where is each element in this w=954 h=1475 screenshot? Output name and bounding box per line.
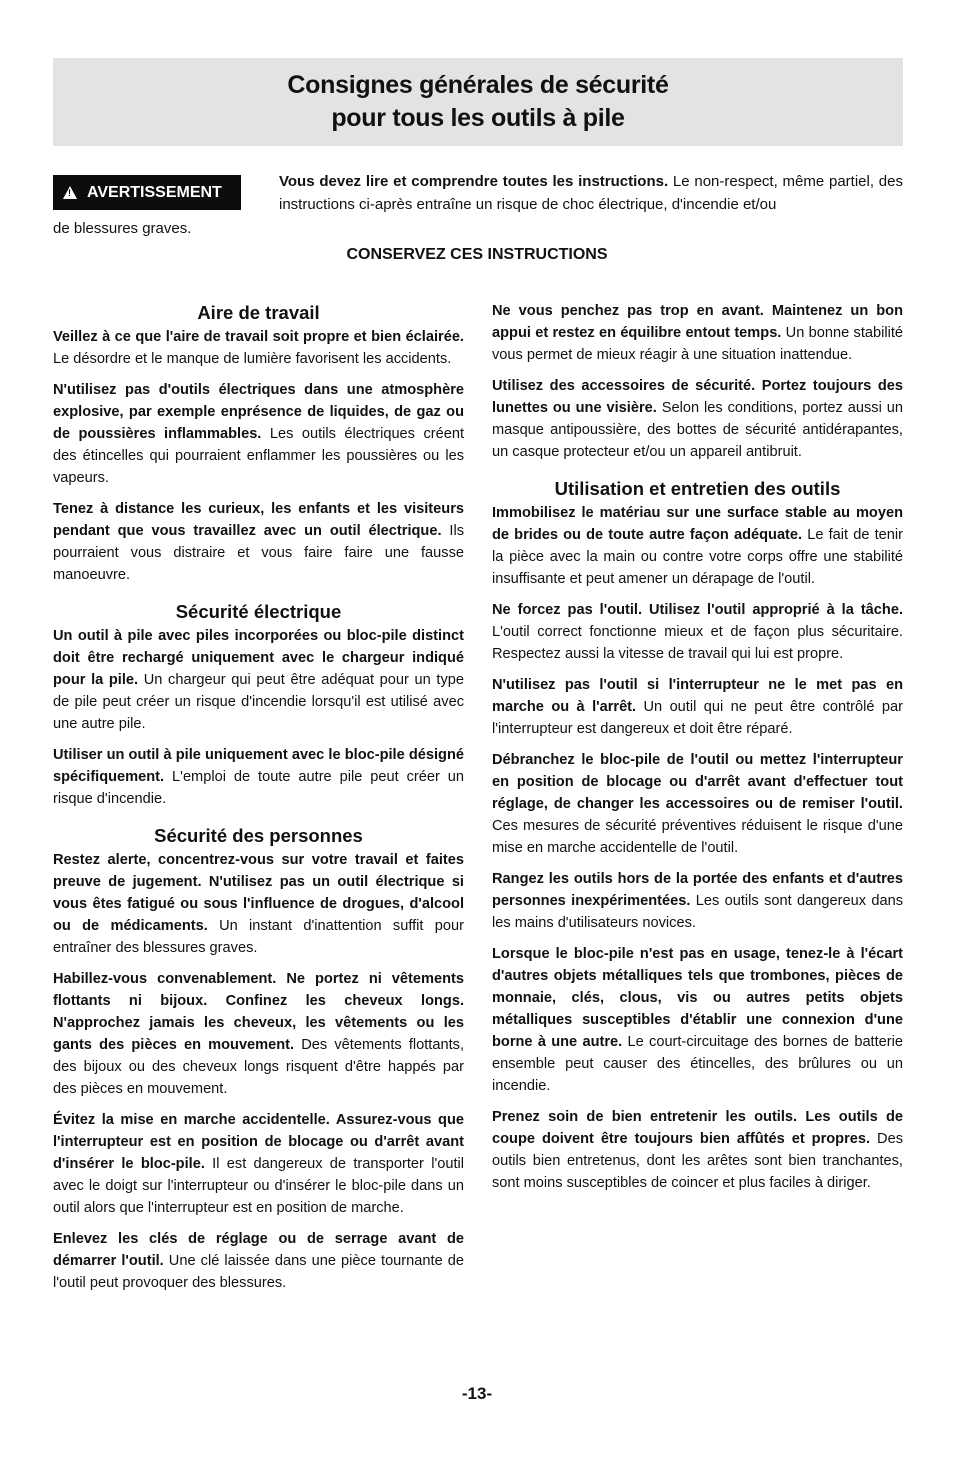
warning-text	[279, 171, 903, 216]
instruction-paragraph	[492, 868, 903, 934]
instruction-bold: Lorsque le bloc-pile n'est pas en usage, tenez-le à l'écart d'autres objets métalliques tels que trombones, pièces de monnaie, clés, clous, vis ou autres petits objets métalliques susceptibles d'établir une connexion d'une borne à une autre.	[492, 946, 903, 1050]
instruction-text: Des outils bien entretenus, dont les arêtes sont bien tranchantes, sont moins susceptibles de coincer et plus faciles à diriger.	[492, 1131, 903, 1191]
instruction-text: L'emploi de toute autre pile peut créer un risque d'incendie.	[53, 769, 464, 807]
warning-bold: Vous devez lire et comprendre toutes les instructions.	[279, 173, 669, 190]
instruction-bold: Ne vous penchez pas trop en avant. Maintenez un bon appui et restez en équilibre entout temps.	[492, 303, 903, 341]
left-column	[53, 300, 464, 1303]
instruction-bold: Enlevez les clés de réglage ou de serrage avant de démarrer l'outil.	[53, 1231, 464, 1269]
instruction-text: Un chargeur qui peut être adéquat pour un type de pile peut créer un risque d'incendie lorsqu'il est utilisé avec une autre pile.	[53, 672, 464, 732]
instruction-bold: Utiliser un outil à pile uniquement avec le bloc-pile désigné spécifiquement.	[53, 747, 464, 785]
title-line-1: Consignes générales de sécurité	[287, 71, 669, 99]
section-heading: Aire de travail	[197, 302, 320, 323]
instruction-bold: Prenez soin de bien entretenir les outils. Les outils de coupe doivent être toujours bien affûtés et propres.	[492, 1109, 903, 1147]
instruction-paragraph	[492, 375, 903, 463]
section-heading: Sécurité électrique	[175, 601, 342, 622]
instruction-bold: N'utilisez pas d'outils électriques dans une atmosphère explosive, par exemple enprésence de liquides, de gaz ou de poussières inflammables.	[53, 382, 464, 442]
conservez-heading: CONSERVEZ CES INSTRUCTIONS	[346, 246, 608, 263]
instruction-text: Ils pourraient vous distraire et vous faire faire une fausse manoeuvre.	[53, 523, 464, 583]
instruction-text: Un instant d'inattention suffit pour entraîner des blessures graves.	[53, 918, 464, 956]
instruction-bold: Restez alerte, concentrez-vous sur votre travail et faites preuve de jugement. N'utilisez pas un outil électrique si vous êtes fatigué ou sous l'influence de drogues, d'alcool ou de médicaments.	[53, 852, 464, 934]
instruction-bold: Un outil à pile avec piles incorporées ou bloc-pile distinct doit être rechargé uniquement avec le chargeur indiqué pour la pile.	[53, 628, 464, 688]
instruction-paragraph	[492, 1106, 903, 1194]
instruction-text: Selon les conditions, portez aussi un masque antipoussière, des bottes de sécurité antidérapantes, un casque protecteur et/ou un appareil antibruit.	[492, 400, 903, 460]
instruction-text: Le court-circuitage des bornes de batterie ensemble peut causer des étincelles, des brûlures ou un incendie.	[492, 1034, 903, 1094]
instruction-text: Le fait de tenir la pièce avec la main ou contre votre corps offre une stabilité insuffisante et peut amener un dérapage de l'outil.	[492, 527, 903, 587]
instruction-bold: Rangez les outils hors de la portée des enfants et d'autres personnes inexpérimentées.	[492, 871, 903, 909]
instruction-paragraph	[53, 968, 464, 1100]
instruction-text: Les outils électriques créent des étincelles qui pourraient enflammer les poussières ou les vapeurs.	[53, 426, 465, 486]
warning-continuation: de blessures graves.	[53, 220, 192, 237]
page-number: -13-	[461, 1384, 493, 1403]
title-line-2: pour tous les outils à pile	[331, 104, 625, 132]
instruction-bold: Immobilisez le matériau sur une surface stable au moyen de brides ou de toute autre façon adéquate.	[492, 505, 903, 543]
instruction-bold: Débranchez le bloc-pile de l'outil ou mettez l'interrupteur en position de blocage ou d'arrêt avant d'effectuer tout réglage, de changer les accessoires ou de remiser l'outil.	[492, 752, 903, 812]
instruction-paragraph	[53, 1109, 464, 1219]
instruction-paragraph	[53, 744, 464, 810]
warning-badge	[53, 175, 241, 210]
instruction-paragraph	[53, 849, 464, 959]
instruction-text: Les outils sont dangereux dans les mains d'utilisateurs novices.	[492, 893, 903, 931]
instruction-paragraph	[53, 326, 464, 370]
instruction-paragraph	[492, 300, 903, 366]
warning-triangle-icon	[63, 186, 77, 199]
warning-normal: Le non-respect, même partiel, des instructions ci-après entraîne un risque de choc électrique, d'incendie et/ou	[279, 173, 903, 213]
instruction-paragraph	[492, 943, 903, 1097]
section-heading: Sécurité des personnes	[154, 825, 363, 846]
instruction-bold: Utilisez des accessoires de sécurité. Portez toujours des lunettes ou une visière.	[492, 378, 903, 416]
instruction-bold: N'utilisez pas l'outil si l'interrupteur ne le met pas en marche ou à l'arrêt.	[492, 677, 903, 715]
instruction-bold: Évitez la mise en marche accidentelle. Assurez-vous que l'interrupteur est en position de blocage ou d'arrêt avant d'insérer le bloc-pile.	[53, 1112, 464, 1172]
instruction-bold: Tenez à distance les curieux, les enfants et les visiteurs pendant que vous travaillez avec un outil électrique.	[53, 501, 464, 539]
instruction-text: Ces mesures de sécurité préventives réduisent le risque d'une mise en marche accidentelle de l'outil.	[492, 818, 903, 856]
instruction-bold: Ne forcez pas l'outil. Utilisez l'outil approprié à la tâche.	[492, 602, 903, 618]
instruction-text: Il est dangereux de transporter l'outil avec le doigt sur l'interrupteur ou d'insérer le bloc-pile dans un outil alors que l'interrupteur est en position de marche.	[53, 1156, 464, 1216]
instruction-paragraph	[53, 1228, 464, 1294]
instruction-text: Une clé laissée dans une pièce tournante de l'outil peut provoquer des blessures.	[53, 1253, 464, 1291]
instruction-text: Un bonne stabilité vous permet de mieux réagir à une situation inattendue.	[492, 325, 904, 363]
instruction-text: Le désordre et le manque de lumière favorisent les accidents.	[53, 351, 452, 367]
instruction-paragraph	[492, 674, 903, 740]
instruction-paragraph	[53, 498, 464, 586]
instruction-text: Un outil qui ne peut être contrôlé par l'interrupteur est dangereux et doit être réparé.	[492, 699, 904, 737]
instruction-paragraph	[492, 749, 903, 859]
instruction-paragraph	[53, 379, 464, 489]
section-heading: Utilisation et entretien des outils	[554, 478, 841, 499]
instruction-paragraph	[53, 625, 464, 735]
instruction-paragraph	[492, 599, 903, 665]
right-column	[492, 300, 903, 1203]
instruction-bold: Veillez à ce que l'aire de travail soit propre et bien éclairée.	[53, 329, 464, 345]
instruction-text: L'outil correct fonctionne mieux et de façon plus sécuritaire. Respectez aussi la vitesse de travail qui lui est propre.	[492, 624, 903, 662]
warning-badge-label: AVERTISSEMENT	[87, 183, 222, 201]
instruction-bold: Habillez-vous convenablement. Ne portez ni vêtements flottants ni bijoux. Confinez les cheveux longs. N'approchez jamais les cheveux, les vêtements ou les gants des pièces en mouvement.	[53, 971, 464, 1053]
instruction-paragraph	[492, 502, 903, 590]
instruction-text: Des vêtements flottants, des bijoux ou des cheveux longs risquent d'être happés par des pièces en mouvement.	[53, 1037, 464, 1097]
page-title	[53, 58, 903, 146]
